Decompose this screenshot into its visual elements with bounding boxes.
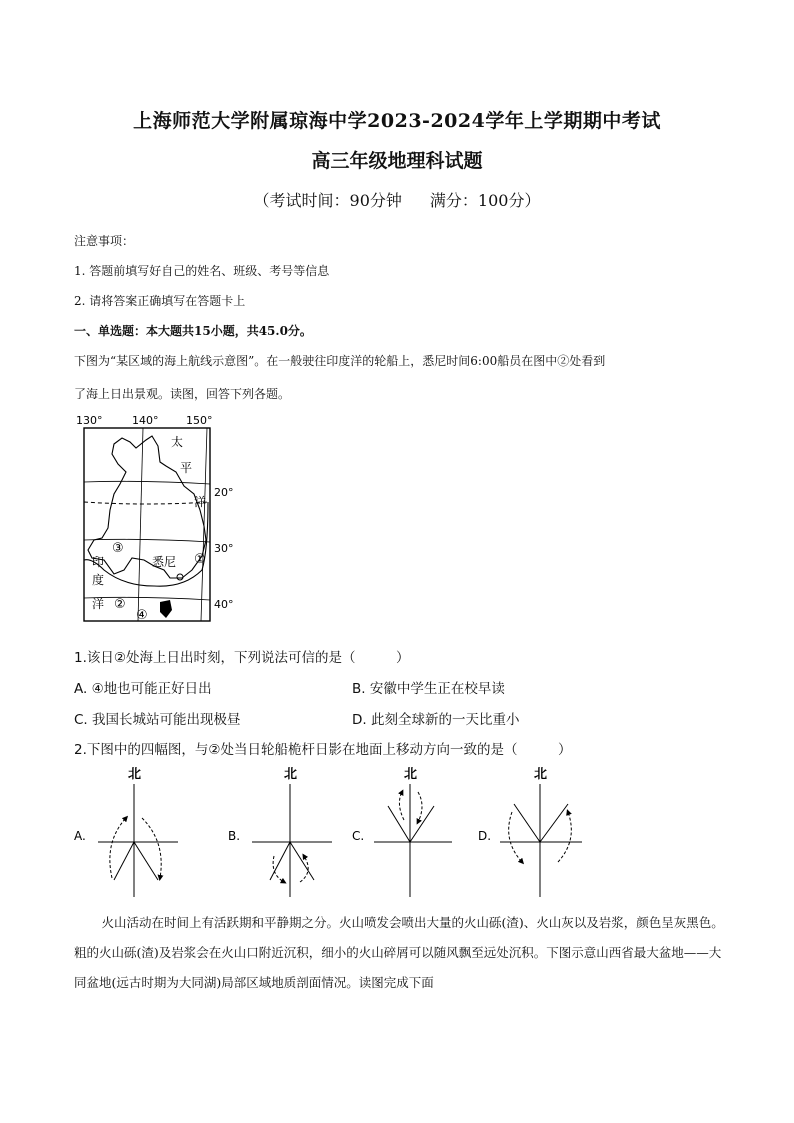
q1-option-c: C. 我国长城站可能出现极昼 — [74, 712, 241, 728]
indian-label-1: 印 — [92, 555, 105, 569]
q2-stem: 2.下图中的四幅图，与②处当日轮船桅杆日影在地面上移动方向一致的是（ ） — [74, 742, 572, 758]
lon-label-140: 140° — [132, 414, 159, 427]
north-label-c: 北 — [404, 767, 418, 782]
label-c: C. — [352, 829, 365, 843]
marker-1: ① — [194, 552, 206, 567]
note-item-1: 1. 答题前填写好自己的姓名、班级、考号等信息 — [74, 264, 330, 278]
passage-text: 火山活动在时间上有活跃期和平静期之分。火山喷发会喷出大量的火山砾(渣)、火山灰以及岩浆，颜色呈灰黑色。粗的火山砾(渣)及岩浆会在火山口附近沉积，细小的火山碎屑可以随风飘至远处沉积。下图示意山西省最大盆地——大同盆地(远古时期为大同湖)局部区域地质剖面情况。读图完成下面 — [74, 915, 724, 990]
lat-label-20: 20° — [214, 486, 234, 499]
marker-2: ② — [114, 597, 126, 612]
pacific-label-1: 太 — [171, 435, 184, 449]
north-label-b: 北 — [284, 767, 298, 782]
exam-subtitle: 高三年级地理科试题 — [311, 150, 483, 172]
notes-heading: 注意事项： — [74, 234, 135, 248]
route-map — [74, 410, 234, 625]
exam-title: 上海师范大学附属琼海中学2023-2024学年上学期期中考试 — [133, 110, 661, 132]
q1-option-d: D. 此刻全球新的一天比重小 — [352, 712, 520, 728]
pacific-label-3: 洋 — [194, 495, 207, 509]
north-label-d: 北 — [534, 767, 548, 782]
exam-time: （考试时间：90分钟 — [253, 191, 402, 210]
section-heading: 一、单选题：本大题共15小题，共45.0分。 — [74, 324, 312, 338]
pacific-label-2: 平 — [180, 461, 193, 475]
diagram-c — [352, 767, 452, 897]
diagram-d — [478, 767, 582, 897]
diagram-b — [228, 767, 332, 897]
intro-line-1: 下图为“某区域的海上航线示意图”。在一般驶往印度洋的轮船上，悉尼时间6:00船员在图中②处看到 — [74, 354, 606, 368]
q2-diagrams — [74, 762, 594, 904]
lon-label-130: 130° — [76, 414, 103, 427]
lat-label-30: 30° — [214, 542, 234, 555]
city-label: 悉尼 — [152, 555, 177, 569]
exam-info — [0, 188, 794, 211]
intro-line-2: 了海上日出景观。读图，回答下列各题。 — [74, 387, 291, 401]
note-item-2: 2. 请将答案正确填写在答题卡上 — [74, 294, 246, 308]
label-a: A. — [74, 829, 86, 843]
q1-option-b: B. 安徽中学生正在校早读 — [352, 681, 505, 697]
q1-option-a: A. ④地也可能正好日出 — [74, 681, 212, 697]
indian-label-3: 洋 — [92, 597, 105, 611]
full-score: 满分：100分） — [429, 191, 541, 210]
q1-stem: 1.该日②处海上日出时刻，下列说法可信的是（ ） — [74, 650, 410, 666]
north-label-a: 北 — [128, 767, 142, 782]
label-b: B. — [228, 829, 241, 843]
lat-label-40: 40° — [214, 598, 234, 611]
label-d: D. — [478, 829, 492, 843]
marker-3: ③ — [112, 541, 124, 556]
marker-4: ④ — [136, 608, 148, 623]
indian-label-2: 度 — [92, 573, 105, 587]
lon-label-150: 150° — [186, 414, 213, 427]
diagram-a — [74, 767, 178, 897]
